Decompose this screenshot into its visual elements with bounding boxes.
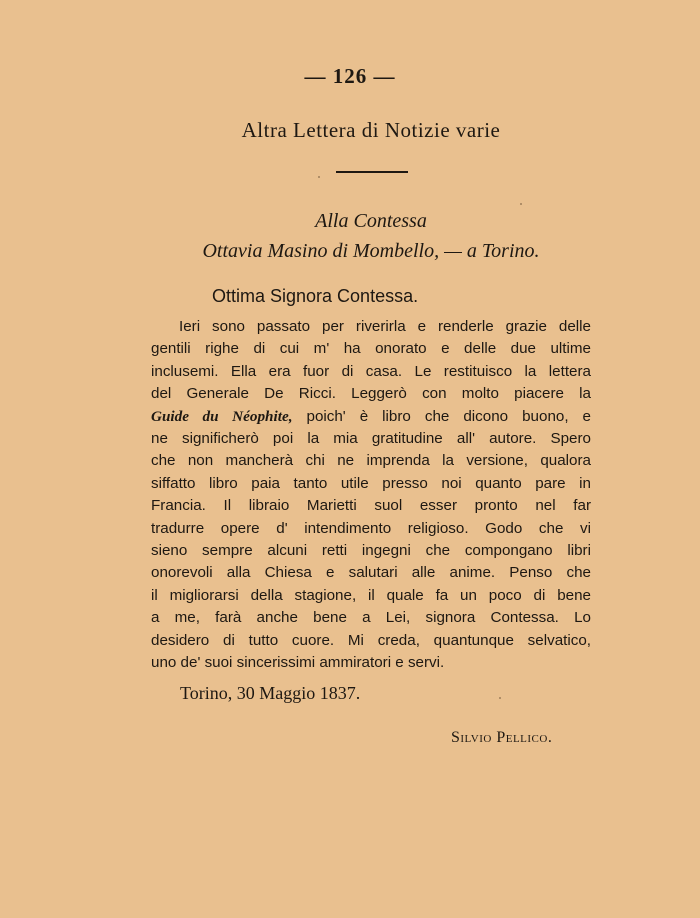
body-line: Francia. Il libraio Marietti suol esser pronto nel far (151, 497, 591, 515)
body-line: che non mancherà chi ne imprenda la versione, qualora (151, 452, 591, 470)
body-line: uno de' suoi sincerissimi ammiratori e servi. (151, 654, 445, 672)
body-line: sieno sempre alcuni retti ingegni che compongano libri (151, 542, 591, 560)
body-line: Ieri sono passato per riverirla e renderle grazie delle (179, 318, 591, 335)
body-line: del Generale De Ricci. Leggerò con molto piacere la (151, 385, 591, 403)
body-line: gentili righe di cui m' ha onorato e delle due ultime (151, 340, 591, 358)
body-line: inclusemi. Ella era fuor di casa. Le restituisco la lettera (151, 362, 591, 380)
body-line: siffatto libro paia tanto utile presso noi quanto pare in (151, 474, 591, 492)
page-number: — 126 — (304, 64, 396, 88)
book-title: Guide du Néophite, (151, 407, 293, 425)
dateline: Torino, 30 Maggio 1837. (180, 683, 361, 703)
paper-speck (499, 697, 501, 699)
paper-speck (318, 176, 320, 178)
paper-speck (520, 203, 522, 205)
addressee-line-2: Ottavia Masino di Mombello, — a Torino. (202, 240, 540, 262)
body-line-rest: poich' è libro che dicono buono, e (292, 407, 591, 425)
signature: Silvio Pellico. (451, 729, 553, 746)
body-line: a me, farà anche bene a Lei, signora Contessa. Lo (151, 609, 591, 627)
addressee-line-1: Alla Contessa (315, 210, 427, 232)
body-line: desidero di tutto cuore. Mi creda, quantunque selvatico, (151, 631, 591, 649)
body-line: tradurre opere d' intendimento religioso. Godo che vi (151, 519, 591, 537)
body-line-with-title (151, 406, 591, 428)
body-line: il migliorarsi della stagione, il quale fa un poco di bene (151, 586, 591, 604)
body-line: onorevoli alla Chiesa e salutari alle anime. Penso che (151, 564, 591, 582)
body-line: ne significherò poi la mia gratitudine all' autore. Spero (151, 430, 591, 448)
letter-heading: Altra Lettera di Notizie varie (241, 118, 501, 142)
salutation: Ottima Signora Contessa. (212, 286, 419, 306)
letter-body (151, 316, 591, 675)
heading-divider (336, 171, 408, 173)
